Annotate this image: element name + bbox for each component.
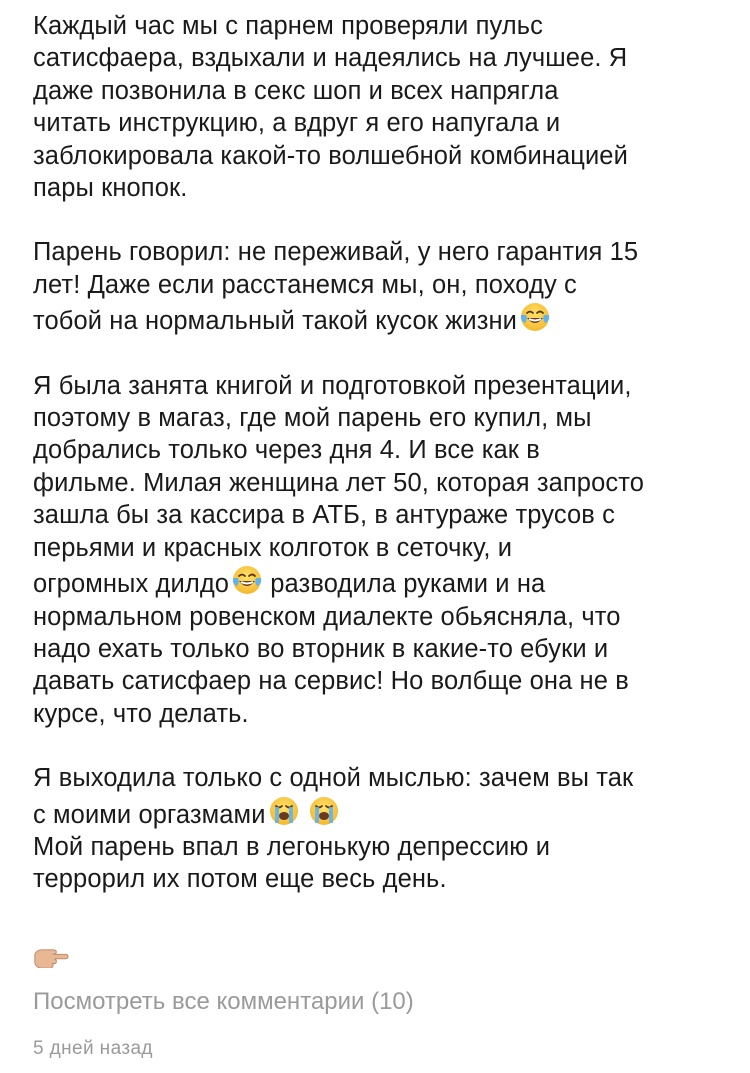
caption-line: поэтому в магаз, где мой парень его купил, мы	[33, 404, 592, 433]
caption-line	[33, 795, 723, 831]
caption-text: с моими оргазмами	[33, 800, 266, 829]
caption-line: перьями и красных колготок в сеточку, и	[33, 533, 513, 562]
caption-line: Парень говорил: не переживай, у него гарантия 15	[33, 238, 639, 267]
caption-text: разводила руками и на	[263, 570, 546, 599]
caption-paragraph-3	[33, 370, 723, 730]
caption-line: фильме. Милая женщина лет 50, которая запросто	[33, 468, 644, 497]
loudly-crying-face-icon	[268, 795, 300, 827]
caption-paragraph-4	[33, 762, 723, 896]
caption-line: надо ехать только во вторник в какие-то ебуки и	[33, 634, 609, 663]
caption-line	[33, 564, 723, 600]
caption-line: зашла бы за кассира в АТБ, в антураже трусов с	[33, 501, 615, 530]
caption-line: террорил их потом еще весь день.	[33, 865, 447, 894]
caption-line: давать сатисфаер на сервис! Но волбще она не в	[33, 667, 629, 696]
caption-line: добрались только через дня 4. И все как в	[33, 436, 540, 465]
post-timestamp: 5 дней назад	[33, 1038, 153, 1059]
caption-line: лет! Даже если расстанемся мы, он, походу с	[33, 270, 577, 299]
caption-line: курсе, что делать.	[33, 699, 249, 728]
caption-line: пары кнопок.	[33, 174, 188, 203]
caption-line: нормальном ровенском диалекте обьясняла, что	[33, 602, 621, 631]
caption-paragraph-1	[33, 10, 723, 204]
caption-line: даже позвонила в секс шоп и всех напрягла	[33, 76, 559, 105]
caption-line: Каждый час мы с парнем проверяли пульс	[33, 12, 544, 40]
caption-line: заблокировала какой-то волшебной комбинацией	[33, 141, 628, 170]
caption-line: читать инструкцию, а вдруг я его напугала и	[33, 109, 561, 138]
loudly-crying-face-icon	[308, 795, 340, 827]
post-caption	[33, 10, 723, 928]
caption-line: Мой парень впал в легонькую депрессию и	[33, 832, 551, 861]
caption-text: тобой на нормальный такой кусок жизни	[33, 307, 518, 336]
view-all-comments-link[interactable]: Посмотреть все комментарии (10)	[33, 988, 414, 1015]
face-with-tears-of-joy-icon	[519, 301, 551, 333]
caption-text: огромных дилдо	[33, 570, 230, 599]
caption-line: Я выходила только с одной мыслью: зачем вы так	[33, 764, 634, 793]
backhand-index-pointing-right-icon	[33, 946, 69, 968]
face-with-tears-of-joy-icon	[231, 564, 263, 596]
caption-line	[33, 301, 723, 337]
caption-line: Я была занята книгой и подготовкой презентации,	[33, 371, 632, 400]
caption-line: сатисфаера, вздыхали и надеялись на лучшее. Я	[33, 44, 628, 73]
caption-paragraph-2	[33, 236, 723, 337]
